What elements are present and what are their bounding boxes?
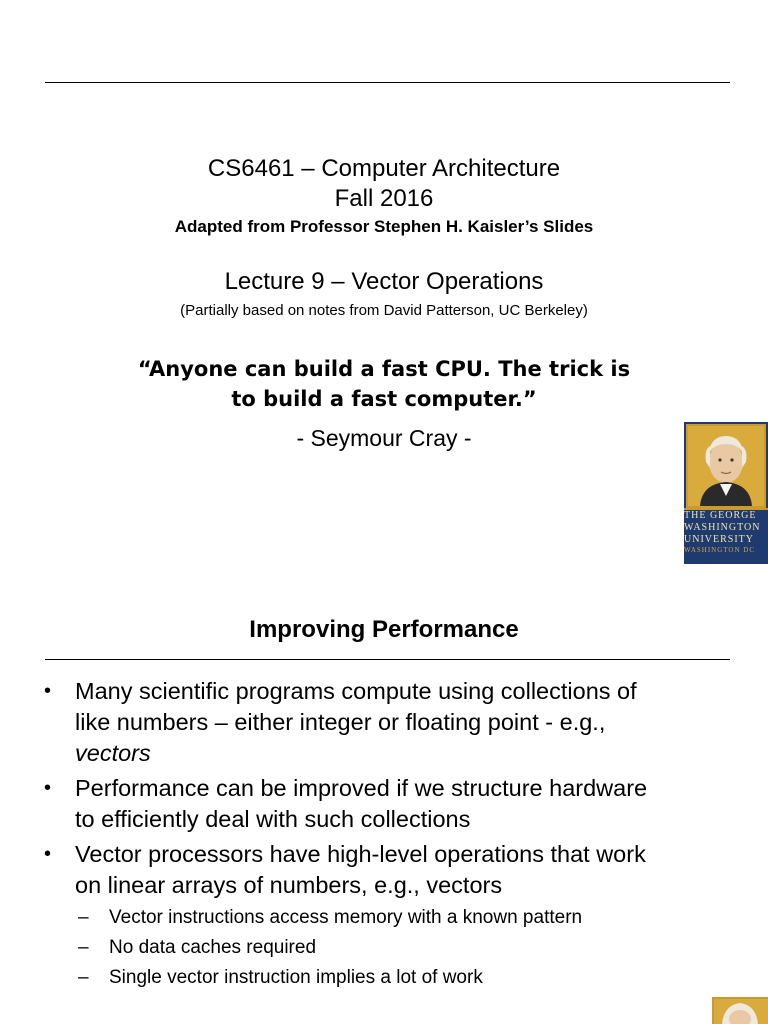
gw-logo-partial-icon [712,997,768,1024]
bullet-dot-icon: • [44,680,52,702]
bullet-item [44,839,734,993]
bullet-3-line-1: Vector processors have high-level operations that work [75,841,646,867]
dash-icon: – [78,937,89,958]
slide-heading: Improving Performance [249,616,519,643]
dash-icon: – [78,967,89,988]
quote [0,354,768,414]
attribution-line: (Partially based on notes from David Patterson, UC Berkeley) [180,302,588,319]
sub-bullet-list [75,903,734,993]
bullet-list [44,676,734,997]
sub-bullet-item [75,963,734,993]
bullet-item [44,676,734,769]
heading-rule [45,659,730,660]
bullet-2-line-2: to efficiently deal with such collections [75,806,471,832]
course-title: CS6461 – Computer Architecture [207,155,561,182]
sub-bullet-1: Vector instructions access memory with a known pattern [109,907,583,928]
bullet-1-line-3: vectors [75,740,151,766]
quote-author: - Seymour Cray - [296,425,472,451]
sub-bullet-item [75,933,734,963]
gw-logo-line-2: WASHINGTON [684,522,761,533]
sub-bullet-item [75,903,734,933]
sub-bullet-3: Single vector instruction implies a lot of work [109,967,483,988]
dash-icon: – [78,907,89,928]
course-term: Fall 2016 [334,185,434,212]
bullet-1-line-1: Many scientific programs compute using collections of [75,678,637,704]
gw-logo-line-1: THE GEORGE [684,510,757,521]
top-rule [45,82,730,83]
bullet-1-line-2: like numbers – either integer or floating point - e.g., [75,709,606,735]
bullet-2-line-1: Performance can be improved if we structure hardware [75,775,648,801]
gw-logo-wordmark [684,510,768,564]
bullet-item [44,773,734,835]
bullet-dot-icon: • [44,777,52,799]
bullet-3-line-2: on linear arrays of numbers, e.g., vectors [75,872,503,898]
quote-line-2: to build a fast computer.” [231,387,537,411]
gw-logo-line-3: UNIVERSITY [684,534,754,545]
quote-line-1: “Anyone can build a fast CPU. The trick is [137,357,631,381]
lecture-title: Lecture 9 – Vector Operations [224,268,544,295]
bullet-dot-icon: • [44,843,52,865]
gw-logo-line-4: WASHINGTON DC [684,546,756,554]
sub-bullet-2: No data caches required [109,937,317,958]
adapted-from-line: Adapted from Professor Stephen H. Kaisler’s Slides [174,217,594,236]
